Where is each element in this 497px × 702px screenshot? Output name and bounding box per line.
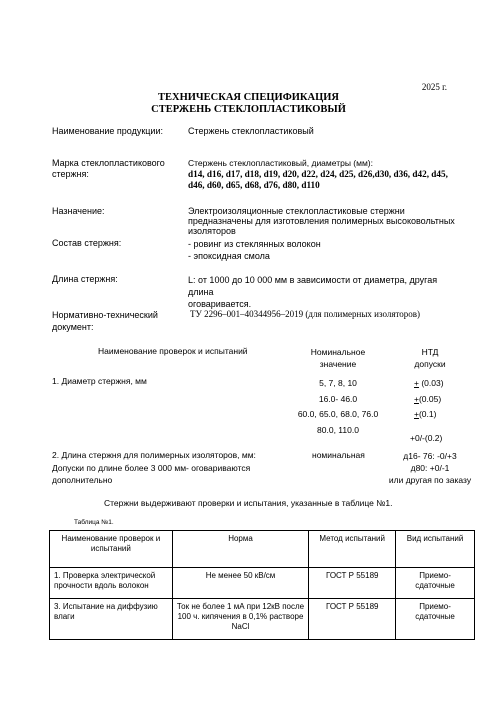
item2-tol-1: д16- 76: -0/+3 [403,451,457,461]
item2-note-line2: дополнительно [52,475,113,485]
table-caption: Таблица №1. [74,519,114,526]
tests-col3-header [400,346,460,370]
tests-statement: Стержни выдерживают проверки и испытания, указанные в таблице №1. [104,498,393,508]
table-cell: 1. Проверка электрической прочности вдоль волокон [50,568,173,599]
col3-line2: допуски [414,359,446,369]
brand-label [52,158,165,180]
table-header-cell: Наименование проверок и испытаний [50,531,173,568]
item2-nominal: номинальная [312,450,365,460]
composition-line1: - ровинг из стеклянных волокон [188,239,321,249]
table-cell: Ток не более 1 мА при 12кВ после 100 ч. кипячения в 0,1% растворе NaCl [172,599,309,640]
tests-table [49,530,475,640]
item2-tol-2: д80: +0/-1 [410,463,450,473]
norm-value: ТУ 2296–001–40344956–2019 (для полимерных изоляторов) [190,309,421,319]
purpose-line1: Электроизоляционные стеклопластиковые стержни [188,206,405,216]
norm-label-line2: документ: [52,322,94,332]
composition-label: Состав стержня: [52,238,122,248]
table-header-cell: Норма [172,531,309,568]
brand-diameters-line2: d46, d60, d65, d68, d76, d80, d110 [188,180,320,190]
item2-note [52,462,250,486]
table-cell: Приемо-сдаточные [396,599,475,640]
item1-tol-4: +0/-(0.2) [410,433,443,443]
col3-line1: НТД [421,347,439,357]
tests-col1-header: Наименование проверок и испытаний [98,346,248,356]
brand-label-line2: стержня: [52,169,89,179]
product-value: Стержень стеклопластиковый [188,126,314,136]
brand-value [188,158,458,191]
purpose-label: Назначение: [52,206,105,216]
item1-tol-3: +(0.1) [414,409,437,419]
purpose-line2: предназначены для изготовления полимерных высоковольтных [188,216,455,226]
item1-nom-1: 5, 7, 8, 10 [319,378,357,388]
item1-nominal [288,376,388,438]
item1-nom-4: 80.0, 110.0 [317,424,359,435]
item1-name: 1. Диаметр стержня, мм [52,376,147,386]
item1-nom-2: 16.0- 46.0 [318,393,358,404]
norm-label-line1: Нормативно-технический [52,310,158,320]
table-header-cell: Метод испытаний [309,531,396,568]
norm-label [52,309,158,333]
table-row [50,599,475,640]
table-cell: Приемо-сдаточные [396,568,475,599]
table-cell: ГОСТ Р 55189 [309,568,396,599]
col2-line2: значение [319,359,357,369]
table-cell: 3. Испытание на диффузию влаги [50,599,173,640]
item1-tol-1: + (0.03) [414,378,444,388]
composition-line2: - эпоксидная смола [188,251,270,261]
col2-line1: Номинальное [310,347,366,357]
doc-title-line1: ТЕХНИЧЕСКАЯ СПЕЦИФИКАЦИЯ [157,92,339,103]
item2-note-line1: Допуски по длине более 3 000 мм- оговариваются [52,463,251,473]
item1-nom-3: 60.0, 65.0, 68.0, 76.0 [297,409,379,419]
length-label: Длина стержня: [52,274,118,284]
item2-tol-3: или другая по заказу [388,475,472,485]
brand-value-line1: Стержень стеклопластиковый, диаметры (мм): [188,158,374,168]
table-row [50,568,475,599]
table-header-row [50,531,475,568]
product-label: Наименование продукции: [52,126,163,136]
item2-tolerances [380,450,480,486]
brand-diameters-line1: d14, d16, d17, d18, d19, d20, d22, d24, d25, d26,d30, d36, d42, d45, [188,169,448,179]
length-line2: оговаривается. [188,299,252,309]
item1-tolerances [414,376,444,423]
brand-label-line1: Марка стеклопластикового [52,158,165,168]
length-value [188,274,458,310]
item1-tol-2: +(0.05) [414,393,442,404]
doc-title-line2: СТЕРЖЕНЬ СТЕКЛОПЛАСТИКОВЫЙ [151,104,346,115]
purpose-line3: изоляторов [188,226,236,236]
table-cell: Не менее 50 кВ/см [172,568,309,599]
composition-value [188,238,458,262]
item2-name: 2. Длина стержня для полимерных изоляторов, мм: [52,450,256,460]
year-label: 2025 г. [421,82,447,92]
purpose-value [188,206,458,236]
length-line1: L: от 1000 до 10 000 мм в зависимости от диаметра, другая длина [188,275,438,297]
table-header-cell: Вид испытаний [396,531,475,568]
tests-col2-header [288,346,388,370]
table-cell: ГОСТ Р 55189 [309,599,396,640]
